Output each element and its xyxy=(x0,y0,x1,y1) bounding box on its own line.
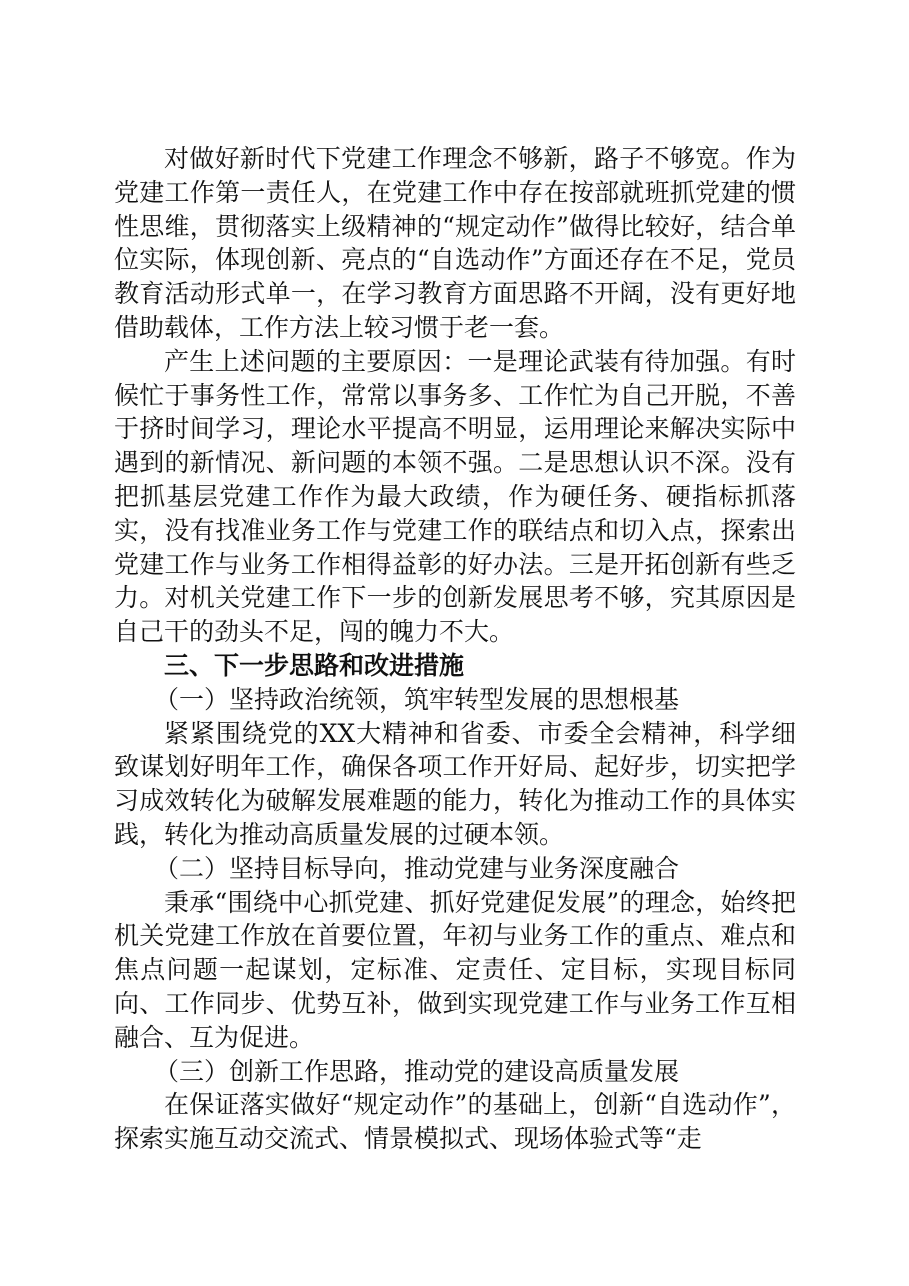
paragraph-goal-orientation: 秉承“围绕中心抓党建、抓好党建促发展”的理念，始终把机关党建工作放在首要位置，年初与业务工作的重点、难点和焦点问题一起谋划，定标准、定责任、定目标，实现目标同向、工作同步、优势互补，做到实现党建工作与业务工作互相融合、互为促进。 xyxy=(114,887,796,1052)
subheading-goal-orientation: （二）坚持目标导向，推动党建与业务深度融合 xyxy=(154,853,680,883)
paragraph-political-leadership: 紧紧围绕党的XX大精神和省委、市委全会精神，科学细致谋划好明年工作，确保各项工作开好局、起好步，切实把学习成效转化为破解发展难题的能力，转化为推动工作的具体实践，转化为推动高质量发展的过硬本领。 xyxy=(114,718,796,849)
section-heading-next-steps: 三、下一步思路和改进措施 xyxy=(164,650,465,680)
paragraph-innovation: 在保证落实做好“规定动作”的基础上，创新“自选动作”，探索实施互动交流式、情景模拟式、现场体验式等“走 xyxy=(114,1090,796,1154)
paragraph-root-causes: 产生上述问题的主要原因：一是理论武装有待加强。有时候忙于事务性工作，常常以事务多、工作忙为自己开脱，不善于挤时间学习，理论水平提高不明显，运用理论来解决实际中遇到的新情况、新问题的本领不强。二是思想认识不深。没有把抓基层党建工作作为最大政绩，作为硬任务、硬指标抓落实，没有找准业务工作与党建工作的联结点和切入点，探索出党建工作与业务工作相得益彰的好办法。三是开拓创新有些乏力。对机关党建工作下一步的创新发展思考不够，究其原因是自己干的劲头不足，闯的魄力不大。 xyxy=(114,346,796,647)
paragraph-problem-concept: 对做好新时代下党建工作理念不够新，路子不够宽。作为党建工作第一责任人，在党建工作中存在按部就班抓党建的惯性思维，贯彻落实上级精神的“规定动作”做得比较好，结合单位实际，体现创新、亮点的“自选动作”方面还存在不足，党员教育活动形式单一，在学习教育方面思路不开阔，没有更好地借助载体，工作方法上较习惯于老一套。 xyxy=(114,144,796,342)
subheading-innovation: （三）创新工作思路，推动党的建设高质量发展 xyxy=(154,1056,680,1086)
document-body xyxy=(114,142,796,1156)
subheading-political-leadership: （一）坚持政治统领，筑牢转型发展的思想根基 xyxy=(154,684,680,714)
